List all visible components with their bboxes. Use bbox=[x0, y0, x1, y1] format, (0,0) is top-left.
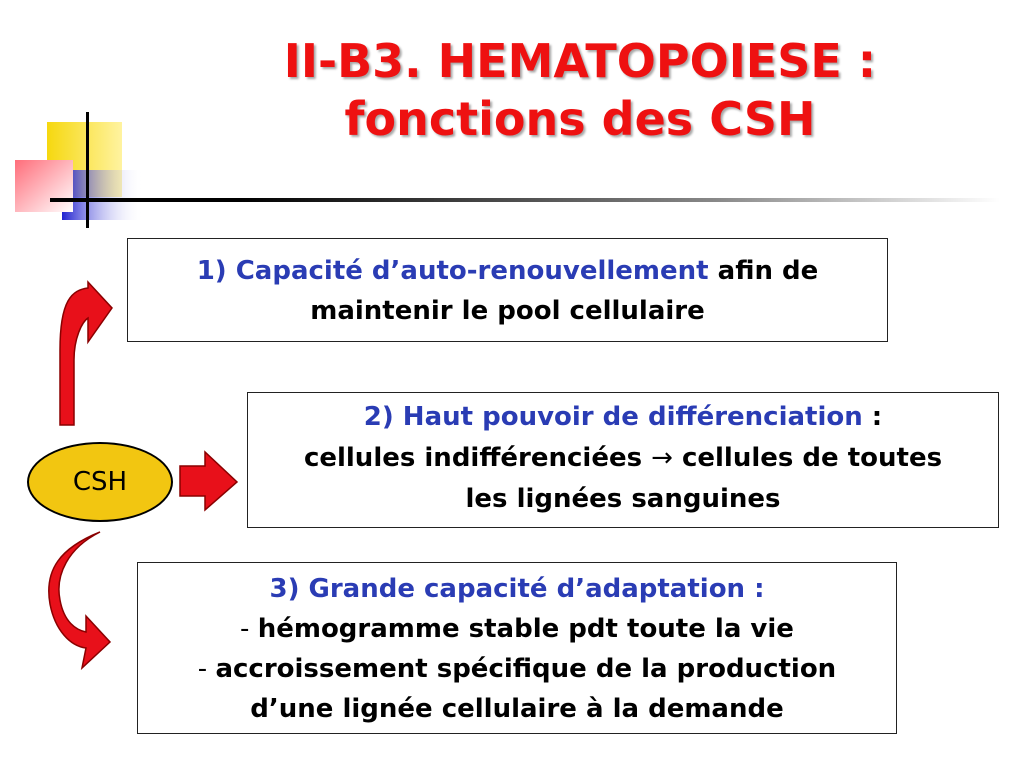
box3-dash-1: - bbox=[240, 614, 258, 644]
box1-heading: 1) Capacité d’auto-renouvellement bbox=[196, 256, 709, 286]
box2-line-2 bbox=[248, 438, 998, 479]
box3-item2-text-a: accroissement spécifique de la production bbox=[215, 654, 837, 684]
right-arrow-icon: → bbox=[651, 443, 673, 473]
curved-arrow-up bbox=[60, 282, 112, 425]
box3-item1-text: hémogramme stable pdt toute la vie bbox=[257, 614, 794, 644]
box2-line-3: les lignées sanguines bbox=[465, 484, 781, 514]
box3-item-2 bbox=[138, 649, 896, 689]
straight-arrow-right bbox=[180, 452, 237, 510]
csh-node bbox=[27, 442, 173, 522]
box1-text-a: afin de bbox=[708, 256, 819, 286]
box3-item-1 bbox=[138, 609, 896, 649]
box3-heading: 3) Grande capacité d’adaptation : bbox=[269, 574, 765, 604]
box2-heading: 2) Haut pouvoir de différenciation bbox=[363, 402, 863, 432]
title-line-2: fonctions des CSH bbox=[344, 92, 816, 146]
box1-text-b: maintenir le pool cellulaire bbox=[310, 296, 705, 326]
page-title bbox=[190, 32, 970, 148]
box1-line-1 bbox=[128, 251, 887, 291]
logo-vertical-line bbox=[86, 112, 89, 228]
csh-label: CSH bbox=[72, 467, 128, 497]
box2-line-1 bbox=[248, 397, 998, 438]
decorative-logo bbox=[0, 0, 200, 240]
box3-item2-text-b: d’une lignée cellulaire à la demande bbox=[250, 694, 784, 724]
curved-arrow-down bbox=[49, 532, 110, 668]
function-box-adaptation bbox=[137, 562, 897, 734]
box3-dash-2: - bbox=[197, 654, 216, 684]
box2-colon: : bbox=[862, 402, 883, 432]
box2-line2-a: cellules indifférenciées bbox=[303, 443, 652, 473]
logo-blue-square bbox=[62, 170, 144, 220]
title-line-1: II-B3. HEMATOPOIESE : bbox=[283, 34, 877, 88]
logo-red-square bbox=[15, 160, 73, 212]
title-underline bbox=[50, 198, 1000, 202]
function-box-self-renewal bbox=[127, 238, 888, 342]
function-box-differentiation bbox=[247, 392, 999, 528]
box2-line2-b: cellules de toutes bbox=[672, 443, 943, 473]
